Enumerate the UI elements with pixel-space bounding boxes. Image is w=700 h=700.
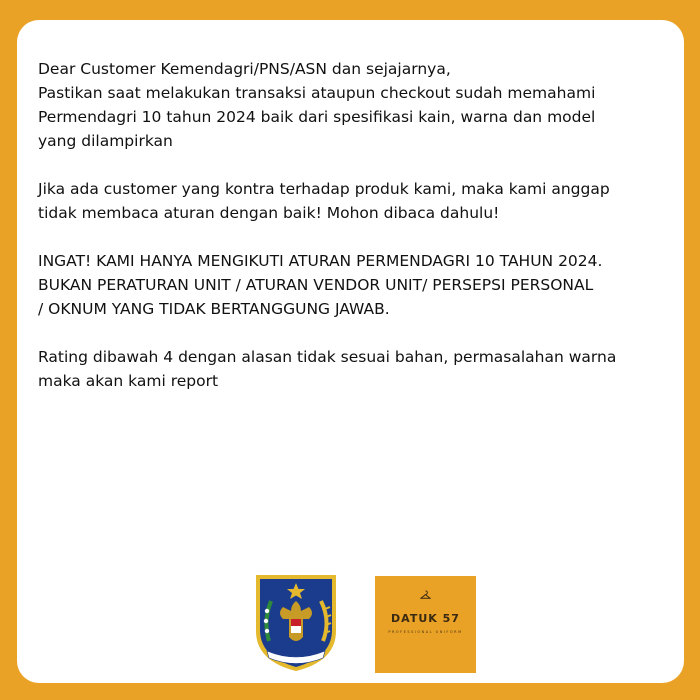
logo-row — [17, 555, 684, 675]
kemendagri-emblem-icon — [253, 571, 339, 673]
hanger-icon — [420, 590, 431, 601]
warning-paragraph: Jika ada customer yang kontra terhadap produk kami, maka kami anggap tidak membaca aturan dengan baik! Mohon dibaca dahulu! — [38, 180, 610, 222]
greeting-paragraph: Dear Customer Kemendagri/PNS/ASN dan sejajarnya, Pastikan saat melakukan transaksi ataupun checkout sudah memahami Permendagri 10 tahun 2024 baik dari spesifikasi kain, warna dan model yang dilampirkan — [38, 60, 596, 150]
rules-paragraph: INGAT! KAMI HANYA MENGIKUTI ATURAN PERMENDAGRI 10 TAHUN 2024. BUKAN PERATURAN UNIT / ATURAN VENDOR UNIT/ PERSEPSI PERSONAL / OKNUM YANG TIDAK BERTANGGUNG JAWAB. — [38, 252, 603, 318]
brand-logo — [375, 576, 476, 673]
brand-tagline: PROFESSIONAL UNIFORM — [388, 630, 463, 634]
notice-content — [38, 57, 678, 417]
notice-card — [17, 20, 684, 683]
brand-name: DATUK 57 — [391, 612, 460, 625]
rating-paragraph: Rating dibawah 4 dengan alasan tidak sesuai bahan, permasalahan warna maka akan kami report — [38, 348, 617, 390]
